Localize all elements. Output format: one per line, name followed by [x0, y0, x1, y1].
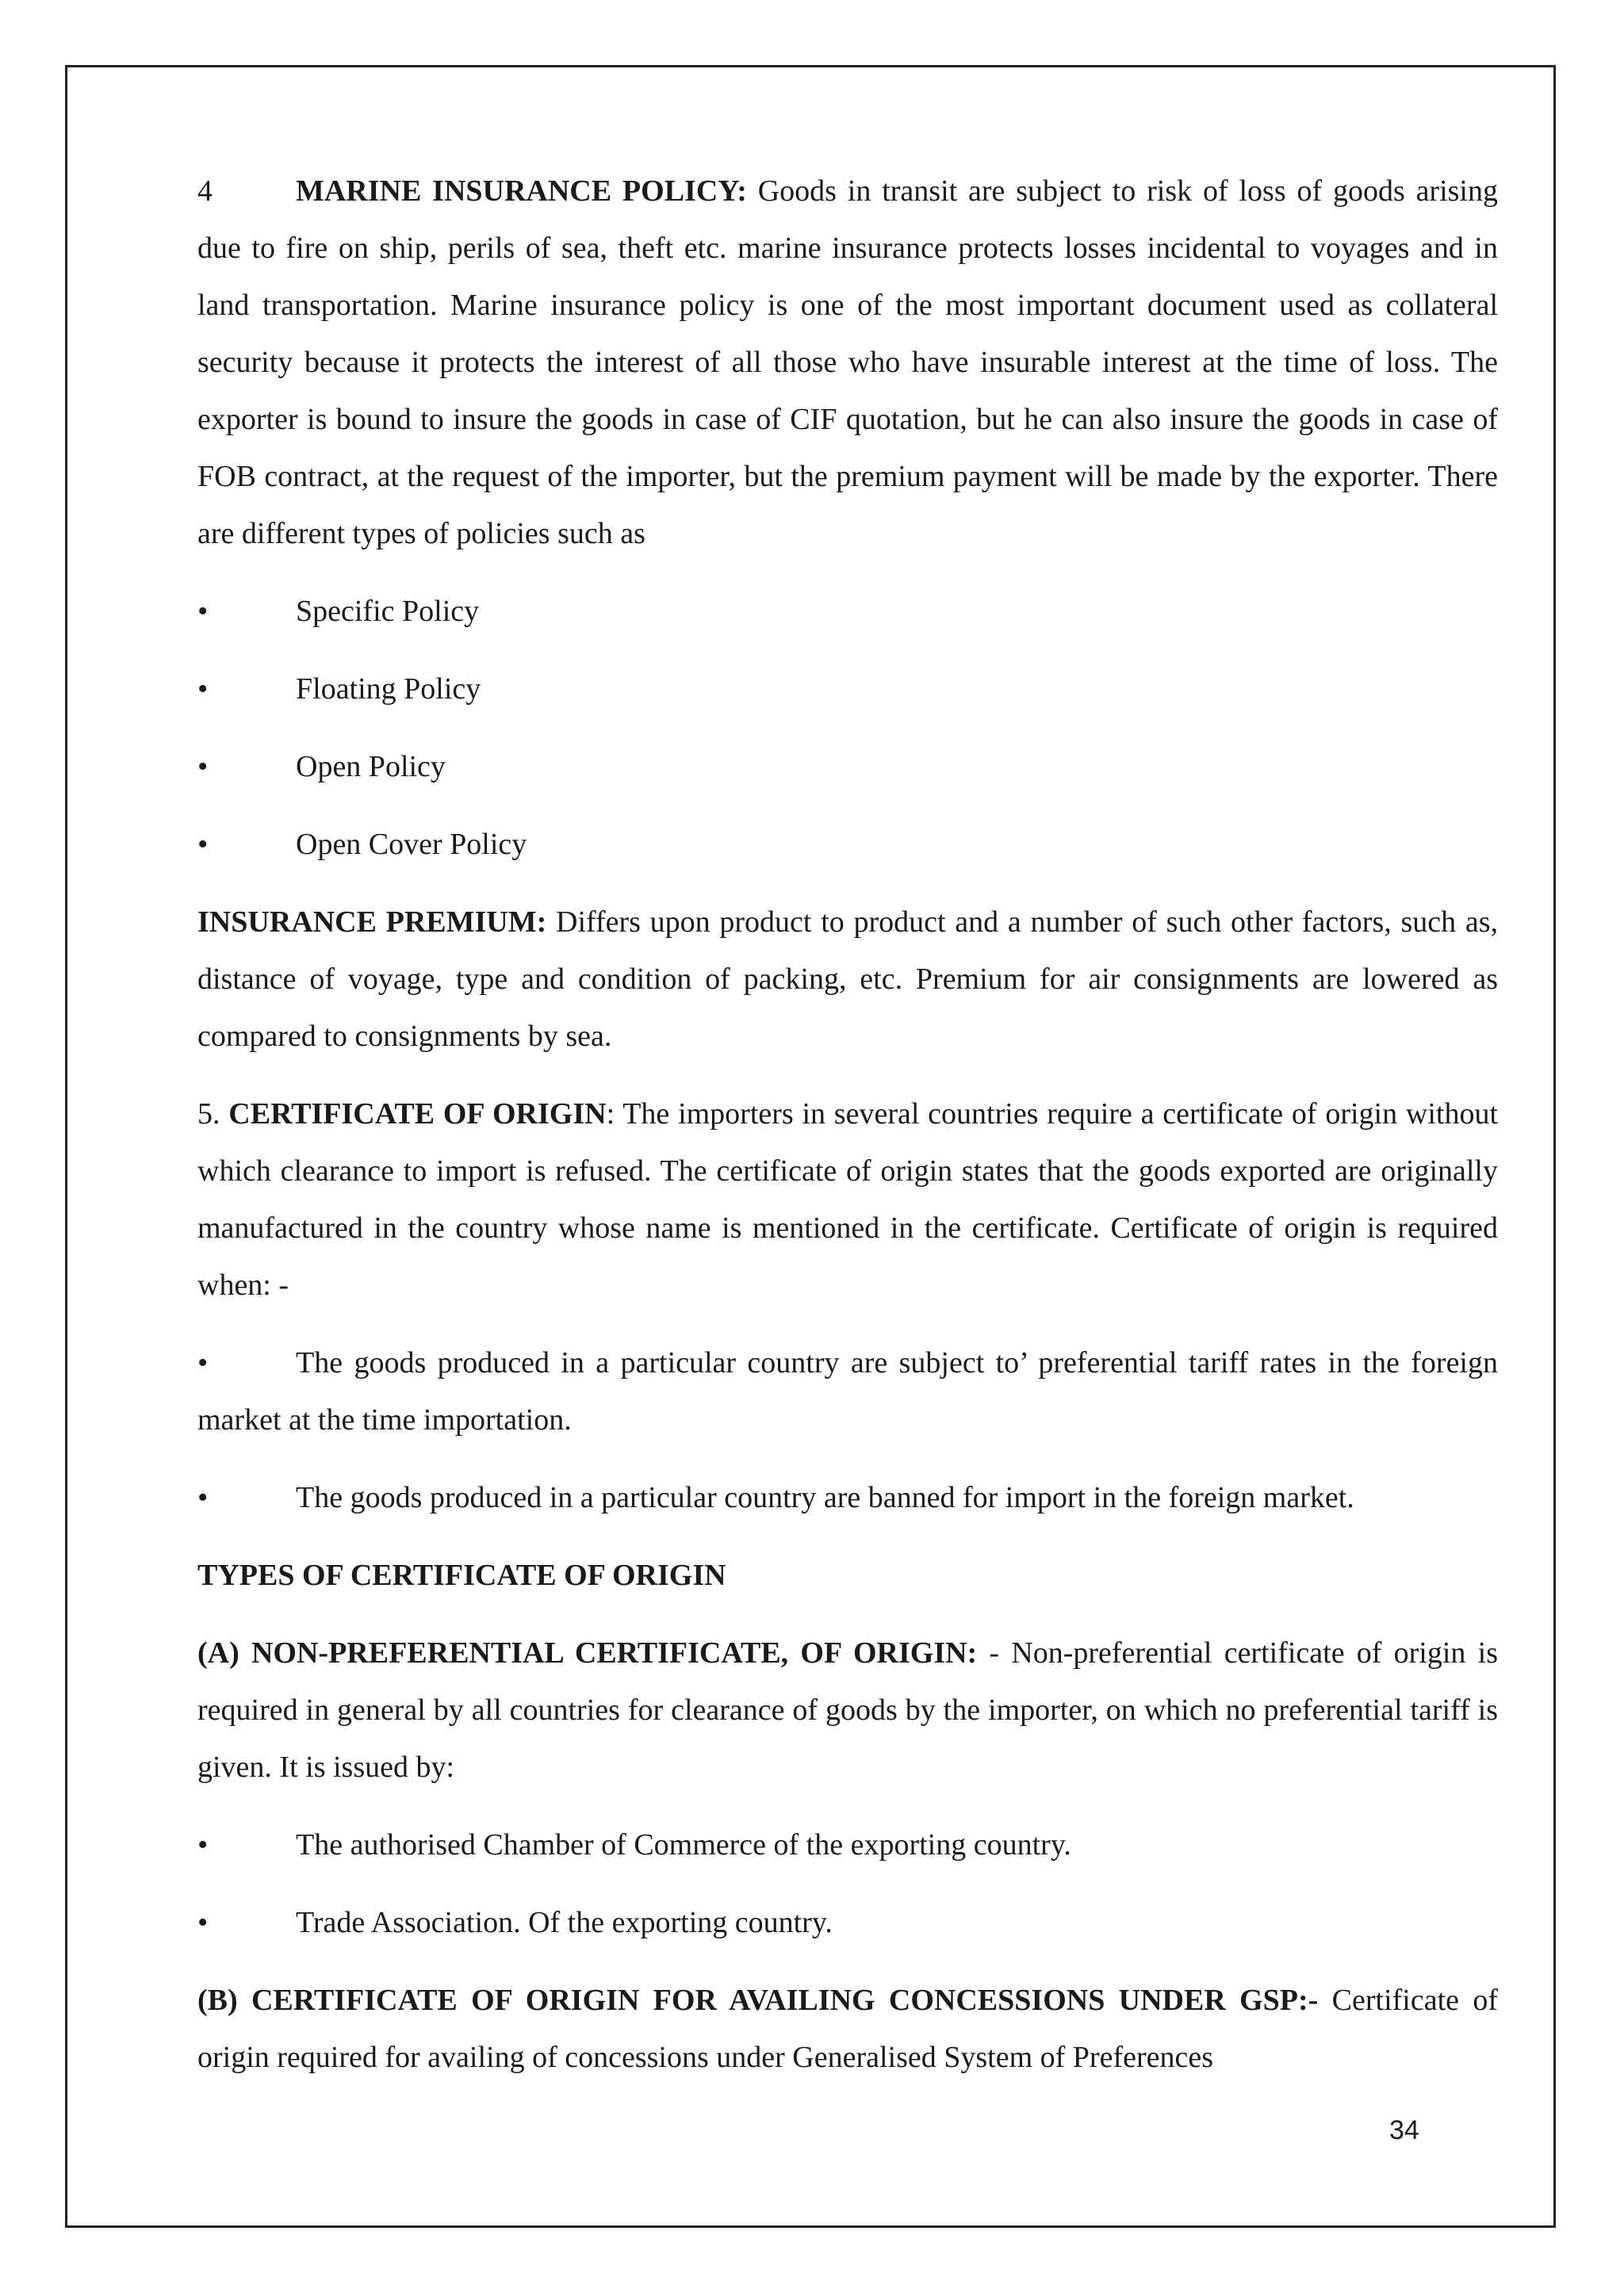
issuer-text: The authorised Chamber of Commerce of the exporting country.	[296, 1828, 1071, 1862]
list-item	[197, 583, 1498, 640]
section-insurance-premium	[197, 894, 1498, 1065]
list-item	[197, 1894, 1498, 1951]
bullet-icon: •	[197, 750, 209, 783]
policy-type: Open Policy	[296, 750, 446, 783]
bullet-icon: •	[197, 1828, 209, 1862]
list-item	[197, 738, 1498, 795]
list-item	[197, 1334, 1498, 1448]
section-number: 4	[197, 174, 213, 208]
section-text: Goods in transit are subject to risk of loss of goods arising due to fire on ship, perils of sea, theft etc. marine insurance protects losses incidental to voyages and in land transportation. Marine insurance policy is one of the most important document used as collateral security because it protects the interest of all those who have insurable interest at the time of loss. The exporter is bound to insure the goods in case of CIF quotation, but he can also insure the goods in case of FOB contract, at the request of the importer, but the premium payment will be made by the exporter. There are different types of policies such as	[197, 174, 1498, 550]
bullet-icon: •	[197, 595, 209, 628]
section-heading: TYPES OF CERTIFICATE OF ORIGIN	[197, 1559, 726, 1592]
policy-type: Open Cover Policy	[296, 828, 527, 861]
section-certificate-of-origin	[197, 1085, 1498, 1314]
list-item	[197, 1816, 1498, 1873]
issuer-text: Trade Association. Of the exporting country.	[296, 1906, 833, 1939]
section-gsp	[197, 1972, 1498, 2086]
section-heading: INSURANCE PREMIUM:	[197, 905, 547, 939]
document-body	[197, 163, 1498, 2107]
condition-text: The goods produced in a particular country are subject to’ preferential tariff rates in the foreign market at the time importation.	[197, 1346, 1498, 1437]
bullet-icon: •	[197, 1481, 209, 1514]
section-text: - Non-preferential certificate of origin is required in general by all countries for clearance of goods by the importer, on which no preferential tariff is given. It is issued by:	[197, 1636, 1498, 1784]
section-heading: (B) CERTIFICATE OF ORIGIN FOR AVAILING CONCESSIONS UNDER GSP:-	[197, 1984, 1319, 2017]
section-heading: (A) NON-PREFERENTIAL CERTIFICATE, OF ORIGIN:	[197, 1636, 978, 1670]
list-item	[197, 660, 1498, 718]
list-item	[197, 816, 1498, 873]
section-non-preferential	[197, 1624, 1498, 1796]
bullet-icon: •	[197, 672, 209, 706]
section-number: 5.	[197, 1097, 220, 1131]
section-heading: MARINE INSURANCE POLICY:	[296, 174, 747, 208]
section-text: : The importers in several countries require a certificate of origin without which clearance to import is refused. The certificate of origin states that the goods exported are originally manufactured in the country whose name is mentioned in the certificate. Certificate of origin is required when: -	[197, 1097, 1499, 1302]
section-marine-insurance	[197, 163, 1498, 562]
page-number: 34	[1389, 2115, 1419, 2145]
condition-text: The goods produced in a particular country are banned for import in the foreign market.	[296, 1481, 1354, 1514]
section-text: Differs upon product to product and a number of such other factors, such as, distance of voyage, type and condition of packing, etc. Premium for air consignments are lowered as compared to consignments by sea.	[197, 905, 1498, 1053]
bullet-icon: •	[197, 1906, 209, 1939]
section-text: Certificate of origin required for availing of concessions under Generalised System of Preferences	[197, 1984, 1498, 2074]
bullet-icon: •	[197, 828, 209, 861]
bullet-icon: •	[197, 1346, 209, 1380]
section-heading: CERTIFICATE OF ORIGIN	[228, 1097, 607, 1131]
policy-type: Floating Policy	[296, 672, 481, 706]
section-types-heading	[197, 1547, 1498, 1604]
policy-type: Specific Policy	[296, 595, 480, 628]
list-item	[197, 1469, 1498, 1526]
